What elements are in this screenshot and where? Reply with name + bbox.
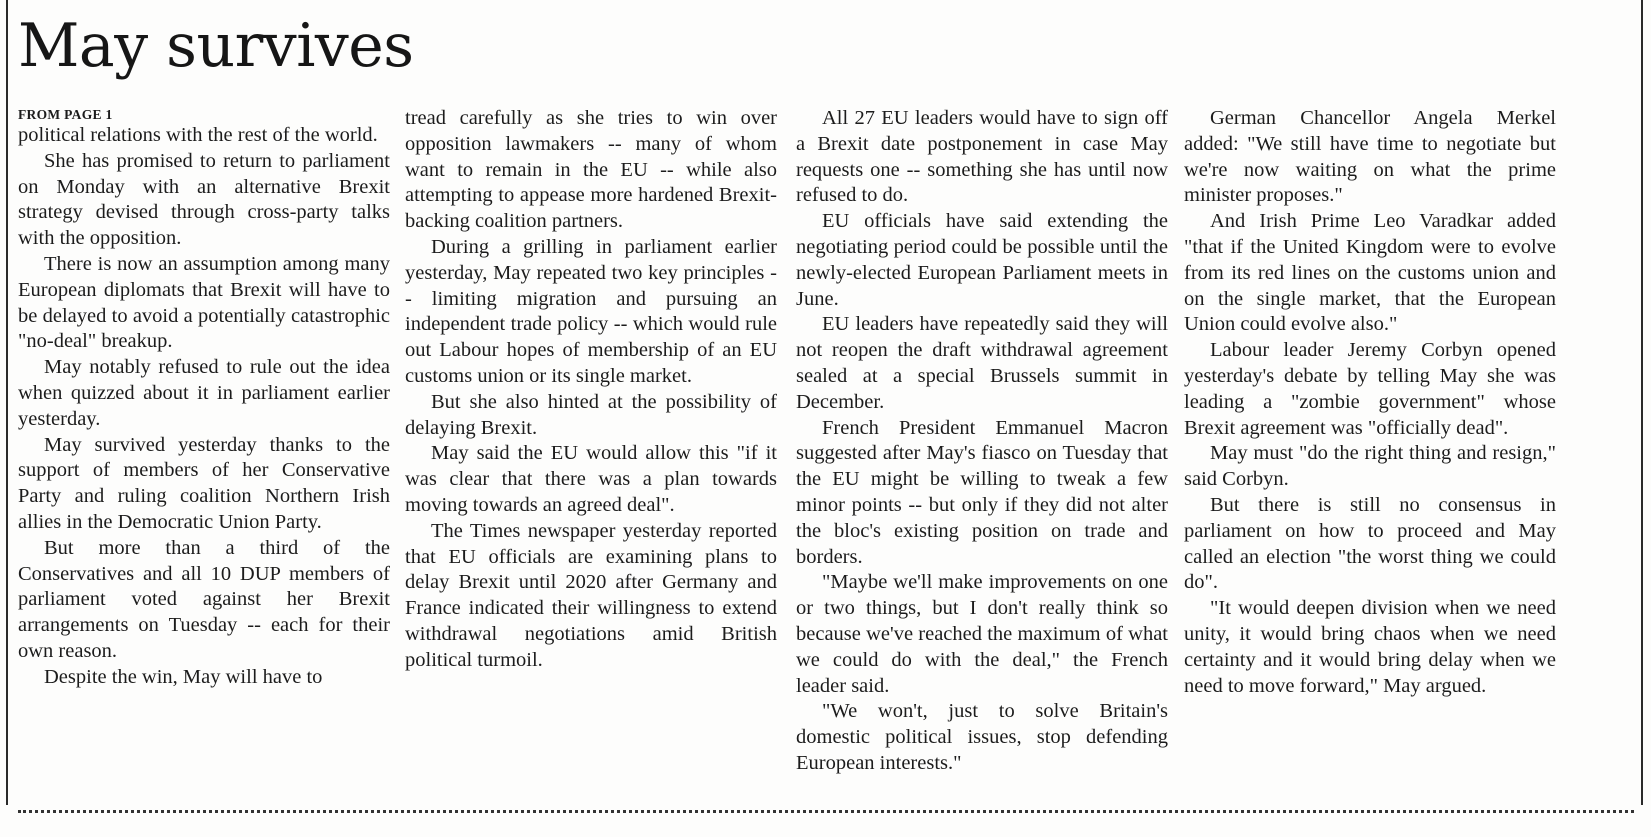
article-column-3 [796, 106, 1168, 777]
paragraph: She has promised to return to parliament on Monday with an alternative Brexit strategy devised through cross-party talks with the opposition. [18, 149, 390, 250]
paragraph: tread carefully as she tries to win over opposition lawmakers -- many of whom want to remain in the EU -- while also attempting to appease more hardened Brexit-backing coalition partners. [405, 107, 777, 233]
paragraph: The Times newspaper yesterday reported that EU officials are examining plans to delay Brexit until 2020 after Germany and France indicated their willingness to extend withdrawal negotiations amid British political turmoil. [405, 519, 777, 671]
article-body [18, 106, 1634, 796]
paragraph: political relations with the rest of the world. [18, 124, 378, 146]
paragraph: "Maybe we'll make improvements on one or two things, but I don't really think so because we've reached the maximum of what we could do with the deal," the French leader said. [796, 571, 1168, 697]
paragraph: "We won't, just to solve Britain's domestic political issues, stop defending European interests." [796, 700, 1168, 774]
article-column-1 [18, 106, 390, 691]
dotted-separator [18, 810, 1634, 813]
paragraph: There is now an assumption among many European diplomats that Brexit will have to be delayed to avoid a potentially catastrophic "no-deal" breakup. [18, 252, 390, 353]
paragraph: May must "do the right thing and resign," said Corbyn. [1184, 442, 1556, 491]
paragraph: But there is still no consensus in parliament on how to proceed and May called an election "the worst thing we could do". [1184, 493, 1556, 594]
paragraph: May said the EU would allow this "if it was clear that there was a plan towards moving towards an agreed deal". [405, 442, 777, 516]
paragraph: But more than a third of the Conservatives and all 10 DUP members of parliament voted against her Brexit arrangements on Tuesday -- each for their own reason. [18, 536, 390, 662]
paragraph: EU leaders have repeatedly said they will not reopen the draft withdrawal agreement sealed at a special Brussels summit in December. [796, 313, 1168, 413]
paragraph: During a grilling in parliament earlier yesterday, May repeated two key principles -- limiting migration and pursuing an independent trade policy -- which would rule out Labour hopes of membership of an EU customs union or its single market. [405, 235, 777, 387]
kicker: FROM PAGE 1 [18, 107, 113, 122]
article-column-4 [1184, 106, 1556, 699]
article-column-2 [405, 106, 777, 674]
paragraph: "It would deepen division when we need unity, it would bring chaos when we need certainty and it would bring delay when we need to move forward," May argued. [1184, 597, 1556, 697]
paragraph: And Irish Prime Leo Varadkar added "that if the United Kingdom were to evolve from its red lines on the customs union and on the single market, that the European Union could evolve also." [1184, 210, 1556, 336]
left-border-rule [6, 0, 8, 805]
paragraph: May notably refused to rule out the idea when quizzed about it in parliament earlier yesterday. [18, 356, 390, 430]
paragraph: EU officials have said extending the negotiating period could be possible until the newly-elected European Parliament meets in June. [796, 210, 1168, 310]
paragraph: Labour leader Jeremy Corbyn opened yesterday's debate by telling May she was leading a "zombie government" whose Brexit agreement was "officially dead". [1184, 339, 1556, 439]
paragraph: May survived yesterday thanks to the support of members of her Conservative Party and ruling coalition Northern Irish allies in the Democratic Union Party. [18, 433, 390, 533]
paragraph: But she also hinted at the possibility of delaying Brexit. [405, 390, 777, 439]
paragraph: French President Emmanuel Macron suggested after May's fiasco on Tuesday that the EU might be willing to tweak a few minor points -- but only if they did not alter the bloc's existing position on trade and borders. [796, 416, 1168, 568]
paragraph: Despite the win, May will have to [44, 665, 323, 688]
headline: May survives [18, 11, 414, 81]
paragraph: All 27 EU leaders would have to sign off a Brexit date postponement in case May requests one -- something she has until now refused to do. [796, 107, 1168, 207]
right-border-rule [1641, 0, 1643, 805]
paragraph: German Chancellor Angela Merkel added: "We still have time to negotiate but we're now waiting on what the prime minister proposes." [1184, 107, 1556, 207]
